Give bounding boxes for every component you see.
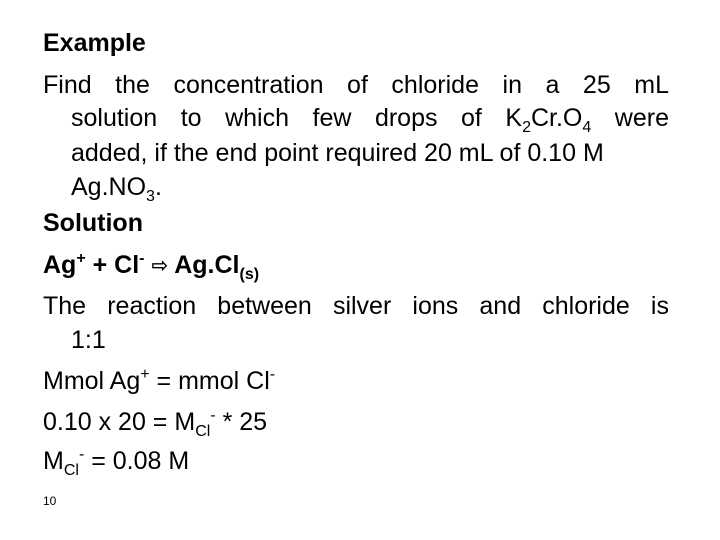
result-text-a: M (43, 447, 64, 475)
problem-line-4-text-b: . (154, 173, 162, 201)
reaction-text-line-1: The reaction between silver ions and chloride is (43, 292, 669, 320)
mmol-text-a: Mmol Ag (43, 367, 141, 395)
eq-product-state: (s) (239, 266, 260, 283)
problem-line-2-text-a: solution to which few drops of K (71, 104, 523, 132)
problem-line-2 (71, 103, 669, 136)
problem-line-1: Find the concentration of chloride in a 25 mL (43, 71, 669, 99)
problem-line-2-text-b: Cr.O (530, 104, 583, 132)
result-line (43, 446, 190, 479)
calc-cl-charge: - (210, 407, 216, 424)
reaction-text-line-2: 1:1 (71, 326, 106, 354)
eq-cl-charge: - (139, 250, 145, 267)
problem-line-2-text-c: were (591, 104, 669, 132)
result-cl-subscript: Cl (63, 462, 79, 479)
problem-line-4 (71, 172, 162, 205)
page-number: 10 (43, 494, 57, 508)
mmol-equation (43, 366, 275, 396)
calc-text-b: * 25 (215, 408, 268, 436)
reaction-equation (43, 250, 259, 281)
solution-heading: Solution (43, 209, 143, 237)
example-heading: Example (43, 29, 146, 57)
mmol-ag-charge: + (140, 366, 150, 383)
calc-cl-subscript: Cl (195, 423, 211, 440)
problem-line-4-text-a: Ag.NO (71, 173, 147, 201)
result-cl-charge: - (78, 446, 85, 463)
eq-plus-cl: + Cl (85, 251, 140, 279)
result-text-b: = 0.08 M (84, 447, 190, 475)
mmol-text-b: = mmol Cl (149, 367, 270, 395)
o-subscript: 4 (582, 119, 592, 136)
calculation-line (43, 407, 268, 440)
calc-text-a: 0.10 x 20 = M (43, 408, 196, 436)
eq-ag-charge: + (76, 250, 86, 267)
k-subscript: 2 (522, 119, 531, 136)
mmol-cl-charge: - (269, 366, 276, 383)
no3-subscript: 3 (146, 188, 155, 205)
eq-product: Ag.Cl (168, 251, 240, 279)
reaction-arrow-icon: ⇨ (151, 255, 169, 277)
eq-ag: Ag (43, 251, 77, 279)
problem-line-3: added, if the end point required 20 mL of 0.10 M (71, 139, 604, 167)
